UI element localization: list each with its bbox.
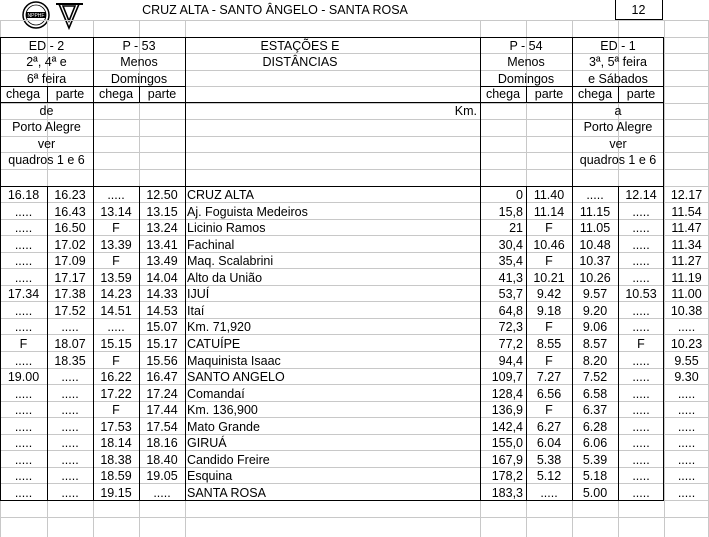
p54-parte: 5.39	[582, 452, 608, 467]
ed2-parte: 16.23	[54, 188, 86, 202]
ed2-chega: .....	[14, 485, 33, 500]
railway-logo-icon	[21, 1, 91, 31]
ed1-parte: 9.55	[674, 353, 699, 368]
p54-chega: F	[545, 221, 553, 236]
train-ed1-label: e Sábados	[588, 71, 648, 86]
ed2-parte: .....	[61, 485, 79, 500]
ed1-parte: .....	[677, 386, 696, 401]
km-value: 35,4	[498, 254, 523, 269]
ed1-parte: 11.54	[671, 204, 702, 219]
p54-chega: F	[545, 403, 553, 418]
p53-parte: 13.24	[146, 221, 178, 236]
station-name: CATUÍPE	[187, 336, 241, 351]
ed1-chega: .....	[632, 419, 650, 434]
border-h	[615, 19, 663, 20]
p53-parte: 17.54	[146, 419, 178, 434]
p53-chega: 18.38	[100, 452, 132, 467]
ed2-chega: .....	[14, 386, 33, 401]
ed1-parte: 11.27	[671, 254, 702, 269]
p53-parte: 13.41	[146, 237, 178, 252]
ed1-chega: 12.14	[625, 188, 657, 202]
ed1-parte: .....	[677, 419, 696, 434]
note-left: Porto Alegre	[12, 120, 81, 135]
ed1-chega: .....	[632, 204, 650, 219]
ed1-chega: .....	[632, 485, 650, 500]
ed2-parte: 17.52	[54, 303, 86, 318]
col-header-chega: chega	[577, 87, 613, 101]
km-value: 167,9	[491, 452, 523, 467]
ed2-parte: .....	[61, 403, 79, 418]
station-name: Itaí	[187, 303, 205, 318]
p54-parte: 8.57	[582, 336, 608, 351]
ed2-chega: .....	[14, 320, 33, 335]
km-value: 183,3	[491, 485, 523, 500]
station-name: Fachinal	[187, 237, 235, 252]
ed2-parte: 18.07	[54, 336, 86, 351]
ed2-chega: .....	[14, 353, 33, 368]
ed2-chega: 19.00	[7, 370, 40, 385]
station-name: SANTA ROSA	[187, 485, 266, 500]
p53-parte: .....	[153, 485, 171, 500]
train-p53-label: Menos	[120, 55, 158, 70]
p54-parte: 6.58	[582, 386, 608, 401]
train-ed2-label: ED - 2	[28, 39, 65, 53]
border-v	[662, 0, 663, 20]
p54-chega: 6.27	[536, 419, 562, 434]
km-value: 155,0	[491, 436, 523, 451]
train-ed2-label: 6ª feira	[26, 71, 67, 86]
col-header-parte: parte	[626, 87, 656, 101]
km-value: 64,8	[498, 303, 523, 318]
page-number: 12	[631, 3, 646, 17]
ed2-chega: .....	[14, 221, 33, 236]
p54-parte: 5.00	[582, 485, 608, 500]
ed2-chega: .....	[14, 419, 33, 434]
p53-chega: F	[112, 403, 120, 418]
ed2-chega: 16.18	[7, 188, 40, 202]
station-name: Alto da União	[187, 270, 263, 285]
p53-chega: 13.59	[100, 270, 132, 285]
note-right: Porto Alegre	[583, 120, 653, 135]
ed1-parte: .....	[677, 452, 696, 467]
distances-header: DISTÂNCIAS	[262, 55, 338, 69]
ed1-chega: .....	[632, 469, 650, 484]
note-right: ver	[609, 136, 627, 151]
train-ed1-label: ED - 1	[600, 39, 636, 53]
station-name: SANTO ANGELO	[187, 370, 285, 385]
ed2-parte: .....	[61, 320, 79, 335]
station-name: CRUZ ALTA	[187, 188, 254, 202]
p53-chega: F	[112, 254, 120, 269]
ed2-chega: .....	[14, 469, 33, 484]
ed1-parte: .....	[677, 436, 696, 451]
note-left: ver	[37, 136, 56, 151]
station-name: Km. 136,900	[187, 403, 258, 418]
km-value: 109,7	[491, 370, 523, 385]
ed2-chega: F	[19, 336, 28, 351]
note-left: de	[39, 104, 54, 118]
station-name: Candido Freire	[187, 452, 270, 467]
p53-parte: 18.16	[146, 436, 178, 451]
p53-parte: 13.49	[146, 254, 178, 269]
note-right: a	[614, 104, 622, 118]
gridline-h	[0, 517, 709, 518]
ed1-parte: 12.17	[670, 188, 703, 202]
p53-parte: 17.24	[146, 386, 178, 401]
p54-parte: 11.05	[579, 221, 611, 236]
ed1-parte: 11.19	[671, 270, 702, 285]
p53-chega: 17.22	[100, 386, 132, 401]
p53-chega: 14.23	[100, 287, 132, 302]
p53-parte: 17.44	[146, 403, 178, 418]
p54-parte: 9.06	[582, 320, 608, 335]
station-name: Maq. Scalabrini	[187, 254, 274, 269]
p53-parte: 14.04	[146, 270, 178, 285]
p54-parte: 6.06	[582, 436, 608, 451]
p54-parte: 5.18	[582, 469, 608, 484]
p54-chega: 10.46	[533, 237, 565, 252]
train-p54-label: Domingos	[497, 71, 555, 86]
p54-parte: 6.37	[582, 403, 608, 418]
p53-parte: 14.33	[146, 287, 178, 302]
p53-chega: 18.14	[100, 436, 132, 451]
p53-chega: 13.14	[100, 204, 132, 219]
train-ed1-label: 3ª, 5ª feira	[589, 55, 647, 70]
ed2-chega: .....	[14, 403, 33, 418]
col-header-parte: parte	[534, 87, 564, 101]
train-p53-label: Domingos	[110, 71, 168, 86]
p53-chega: F	[112, 353, 120, 368]
stations-header: ESTAÇÕES E	[260, 39, 340, 53]
station-name: Comandaí	[187, 386, 245, 401]
col-header-chega: chega	[5, 87, 41, 101]
p54-chega: F	[545, 353, 553, 368]
p54-chega: 10.21	[533, 270, 565, 285]
p54-chega: 9.18	[536, 303, 562, 318]
km-value: 53,7	[498, 287, 523, 302]
train-p54-label: P - 54	[509, 39, 543, 53]
p54-parte: 8.20	[582, 353, 608, 368]
ed2-chega: .....	[14, 204, 33, 219]
gridline-h	[0, 20, 709, 21]
ed2-parte: .....	[61, 419, 79, 434]
p54-chega: F	[545, 320, 553, 335]
train-p53-label: P - 53	[122, 39, 156, 53]
p53-chega: .....	[107, 188, 125, 202]
p54-chega: 11.14	[533, 204, 565, 219]
ed2-chega: .....	[14, 452, 33, 467]
p54-parte: 10.26	[579, 270, 611, 285]
p54-chega: 11.40	[533, 188, 565, 202]
ed1-chega: .....	[632, 221, 650, 236]
p54-chega: 6.04	[536, 436, 562, 451]
ed1-parte: 10.23	[670, 336, 703, 351]
col-header-parte: parte	[147, 87, 177, 101]
col-header-chega: chega	[485, 87, 521, 101]
col-header-parte: parte	[55, 87, 85, 101]
p54-parte: 7.52	[582, 370, 608, 385]
p53-chega: 17.53	[100, 419, 132, 434]
ed1-parte: 11.34	[671, 237, 702, 252]
p53-parte: 12.50	[146, 188, 178, 202]
note-left: quadros 1 e 6	[8, 153, 85, 168]
p53-chega: 16.22	[100, 370, 132, 385]
km-value: 178,2	[491, 469, 523, 484]
km-value: 94,4	[498, 353, 523, 368]
p54-chega: 5.12	[536, 469, 562, 484]
km-header: Km.	[454, 104, 477, 118]
ed1-parte: 11.47	[671, 221, 702, 236]
ed2-chega: .....	[14, 436, 33, 451]
col-header-chega: chega	[98, 87, 134, 101]
ed2-chega: .....	[14, 237, 33, 252]
p54-chega: 5.38	[536, 452, 562, 467]
p53-parte: 19.05	[146, 469, 178, 484]
ed2-chega: .....	[14, 270, 33, 285]
km-value: 41,3	[498, 270, 523, 285]
p54-parte: 9.20	[582, 303, 608, 318]
km-value: 128,4	[491, 386, 523, 401]
p54-parte: 10.37	[579, 254, 611, 269]
ed1-parte: .....	[677, 469, 696, 484]
ed2-parte: .....	[61, 386, 79, 401]
ed1-parte: 10.38	[670, 303, 703, 318]
ed1-chega: .....	[632, 370, 650, 385]
p54-parte: 11.15	[579, 204, 611, 219]
ed1-chega: .....	[632, 270, 650, 285]
p53-parte: 14.53	[146, 303, 178, 318]
ed2-parte: 16.50	[54, 221, 86, 236]
p53-chega: 15.15	[100, 336, 132, 351]
station-name: Esquina	[187, 469, 233, 484]
train-ed2-label: 2ª, 4ª e	[26, 55, 67, 70]
km-value: 30,4	[498, 237, 523, 252]
ed1-chega: .....	[632, 386, 650, 401]
ed1-chega: F	[637, 336, 645, 351]
p53-chega: F	[112, 221, 120, 236]
ed1-parte: .....	[677, 320, 696, 335]
ed1-chega: .....	[632, 237, 650, 252]
ed2-parte: .....	[61, 452, 79, 467]
ed2-parte: 16.43	[54, 204, 86, 219]
ed2-parte: .....	[61, 370, 79, 385]
p54-chega: 7.27	[536, 370, 562, 385]
page-title: CRUZ ALTA - SANTO ÂNGELO - SANTA ROSA	[142, 3, 408, 17]
ed2-chega: .....	[14, 254, 33, 269]
station-name: Km. 71,920	[187, 320, 251, 335]
p54-chega: F	[545, 254, 553, 269]
p53-parte: 15.07	[146, 320, 178, 335]
p53-chega: 13.39	[100, 237, 132, 252]
p53-parte: 16.47	[146, 370, 178, 385]
km-value: 15,8	[498, 204, 523, 219]
ed2-parte: 17.02	[54, 237, 86, 252]
station-name: GIRUÁ	[187, 436, 227, 451]
ed1-chega: .....	[632, 436, 650, 451]
border-v	[615, 0, 616, 20]
ed1-parte: .....	[677, 403, 696, 418]
p53-chega: 19.15	[100, 485, 132, 500]
svg-text:NPPHF: NPPHF	[27, 13, 45, 19]
p54-parte: 9.57	[582, 287, 608, 302]
ed1-chega: .....	[632, 403, 650, 418]
ed2-parte: 18.35	[54, 353, 86, 368]
km-value: 72,3	[498, 320, 523, 335]
ed2-parte: 17.09	[54, 254, 86, 269]
station-name: Mato Grande	[187, 419, 260, 434]
train-p54-label: Menos	[507, 55, 545, 70]
p53-chega: 14.51	[100, 303, 132, 318]
p53-parte: 13.15	[146, 204, 178, 219]
ed1-parte: 11.00	[671, 287, 702, 302]
p54-parte: 6.28	[582, 419, 608, 434]
p54-parte: 10.48	[579, 237, 611, 252]
ed1-parte: 9.30	[674, 370, 699, 385]
ed2-chega: .....	[14, 303, 33, 318]
station-name: IJUÍ	[187, 287, 210, 302]
km-value: 21	[509, 221, 523, 236]
ed1-chega: .....	[632, 320, 650, 335]
p54-chega: 8.55	[536, 336, 562, 351]
note-right: quadros 1 e 6	[579, 153, 657, 168]
p54-parte: .....	[586, 188, 604, 202]
ed2-parte: 17.38	[54, 287, 86, 302]
ed1-chega: .....	[632, 452, 650, 467]
station-name: Maquinista Isaac	[187, 353, 281, 368]
p53-parte: 18.40	[146, 452, 178, 467]
p54-chega: 9.42	[536, 287, 562, 302]
km-value: 136,9	[491, 403, 523, 418]
ed2-parte: .....	[61, 436, 79, 451]
ed1-chega: .....	[632, 303, 650, 318]
ed1-chega: .....	[632, 353, 650, 368]
p54-chega: 6.56	[536, 386, 562, 401]
ed2-chega: 17.34	[7, 287, 40, 302]
km-value: 142,4	[491, 419, 523, 434]
p53-parte: 15.17	[146, 336, 178, 351]
p53-parte: 15.56	[146, 353, 178, 368]
p54-chega: .....	[540, 485, 558, 500]
station-name: Licinio Ramos	[187, 221, 266, 236]
km-value: 77,2	[498, 336, 523, 351]
station-name: Aj. Foguista Medeiros	[187, 204, 308, 219]
p53-chega: .....	[107, 320, 125, 335]
km-value: 0	[516, 188, 523, 202]
ed1-chega: 10.53	[625, 287, 657, 302]
p53-chega: 18.59	[100, 469, 132, 484]
ed2-parte: .....	[61, 469, 79, 484]
ed1-chega: .....	[632, 254, 650, 269]
ed2-parte: 17.17	[54, 270, 86, 285]
ed1-parte: .....	[677, 485, 696, 500]
